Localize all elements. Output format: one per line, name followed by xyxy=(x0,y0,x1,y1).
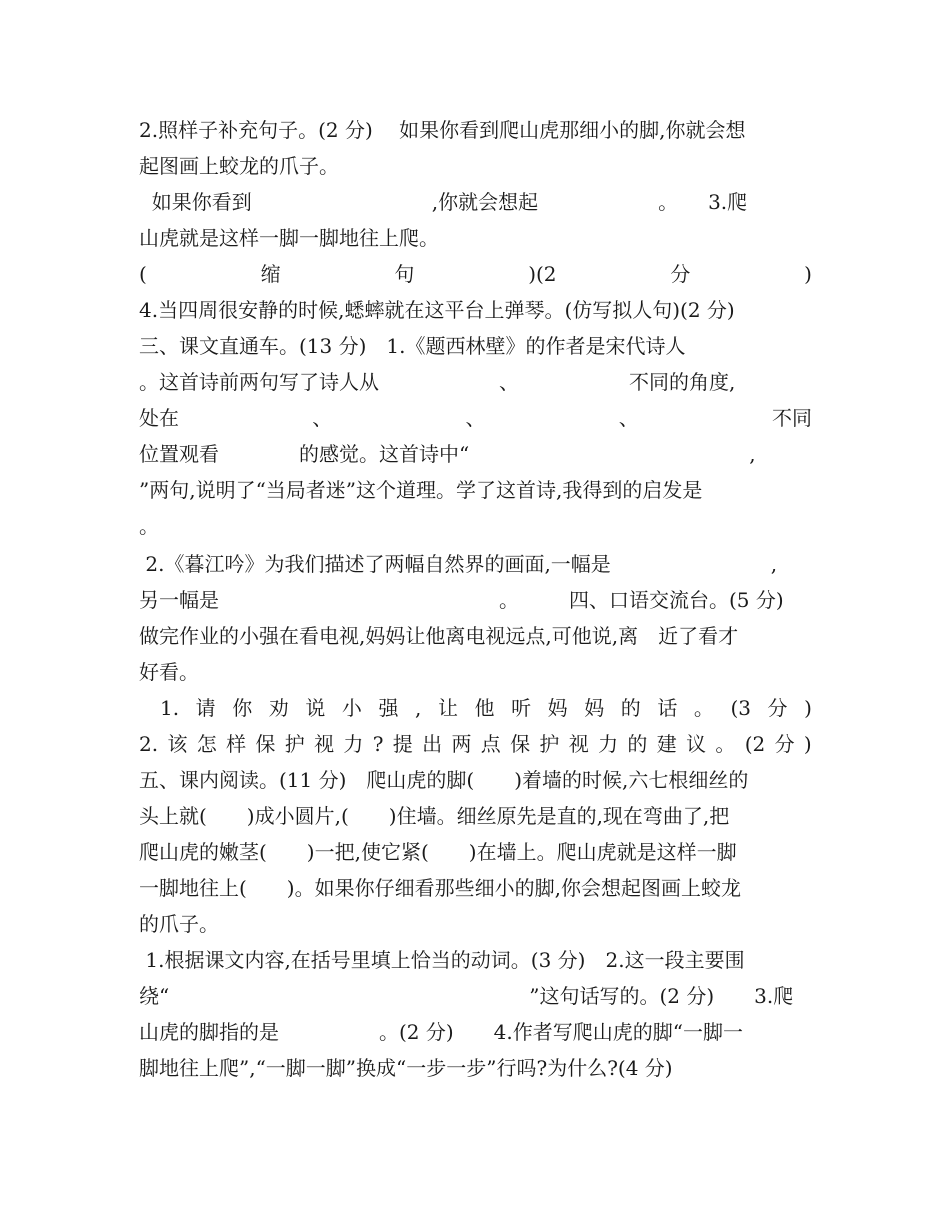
word: 听 xyxy=(511,696,532,720)
text-line: 2.照样子补充句子。(2 分) 如果你看到爬山虎那细小的脚,你就会想 xyxy=(139,118,746,142)
text-line: 的爪子。 xyxy=(139,912,219,936)
word: 说 xyxy=(305,696,326,720)
word: ) xyxy=(804,696,812,720)
word: 保 xyxy=(255,732,276,756)
text-line: 4.当四周很安静的时候,蟋蟀就在这平台上弹琴。(仿写拟人句)(2 分) xyxy=(139,298,735,322)
text-line: 绕“ ”这句话写的。(2 分) 3.爬 xyxy=(139,984,794,1008)
word: 的 xyxy=(620,696,641,720)
text-line: 五、课内阅读。(11 分) 爬山虎的脚( )着墙的时候,六七根细丝的 xyxy=(139,768,749,792)
word: 、 xyxy=(312,406,333,430)
word: 劝 xyxy=(268,696,289,720)
word: 请 xyxy=(195,696,216,720)
word: 建 xyxy=(656,732,677,756)
word: , xyxy=(415,696,422,720)
word: 分 xyxy=(774,732,795,756)
word: 保 xyxy=(510,732,531,756)
text-line: 。 xyxy=(139,514,159,538)
word: 妈 xyxy=(547,696,568,720)
word: 分 xyxy=(670,262,691,286)
word: 、 xyxy=(618,406,639,430)
text-line: 。这首诗前两句写了诗人从 、 不同的角度, xyxy=(139,370,736,394)
word: 点 xyxy=(480,732,501,756)
word: 护 xyxy=(284,732,305,756)
word: 句 xyxy=(394,262,415,286)
text-line: 三、课文直通车。(13 分) 1.《题西林壁》的作者是宋代诗人 xyxy=(139,334,686,358)
word: (2 xyxy=(744,732,766,756)
text-line-spread xyxy=(160,690,812,726)
text-line: 起图画上蛟龙的爪子。 xyxy=(139,154,339,178)
word: 话 xyxy=(657,696,678,720)
text-line: 位置观看 的感觉。这首诗中“ , xyxy=(139,442,756,466)
text-line-spread xyxy=(139,256,812,292)
text-line-spread xyxy=(139,726,812,762)
word: 议 xyxy=(686,732,707,756)
text-line-spread xyxy=(139,400,812,436)
word: 力 xyxy=(598,732,619,756)
word: 他 xyxy=(474,696,495,720)
text-line: 爬山虎的嫩茎( )一把,使它紧( )在墙上。爬山虎就是这样一脚 xyxy=(139,840,737,864)
word: 。 xyxy=(715,732,736,756)
word: (3 xyxy=(730,696,751,720)
word: 让 xyxy=(437,696,458,720)
word: 1. xyxy=(160,696,180,720)
text-line: 1.根据课文内容,在括号里填上恰当的动词。(3 分) 2.这一段主要围 xyxy=(139,948,745,972)
word: ) xyxy=(803,732,812,756)
word: 强 xyxy=(378,696,399,720)
text-line: 另一幅是 。 四、口语交流台。(5 分) xyxy=(139,588,784,612)
text-line: ”两句,说明了“当局者迷”这个道理。学了这首诗,我得到的启发是 xyxy=(139,478,703,502)
word: 该 xyxy=(167,732,188,756)
word: 出 xyxy=(422,732,443,756)
word: 、 xyxy=(465,406,486,430)
text-line: 山虎的脚指的是 。(2 分) 4.作者写爬山虎的脚“一脚一 xyxy=(139,1020,743,1044)
text-line: 做完作业的小强在看电视,妈妈让他离电视远点,可他说,离 近了看才 xyxy=(139,624,739,648)
word: 力 xyxy=(343,732,364,756)
text-line: 山虎就是这样一脚一脚地往上爬。 xyxy=(139,226,439,250)
text-line: 2.《暮江吟》为我们描述了两幅自然界的画面,一幅是 , xyxy=(139,552,778,576)
word: 怎 xyxy=(196,732,217,756)
word: 2. xyxy=(139,732,159,756)
text-line: 如果你看到 ,你就会想起 。 3.爬 xyxy=(139,190,748,214)
word: 处在 xyxy=(139,406,179,430)
word: 两 xyxy=(451,732,472,756)
word: 缩 xyxy=(260,262,281,286)
word: 分 xyxy=(767,696,788,720)
text-line: 好看。 xyxy=(139,660,199,684)
word: 。 xyxy=(693,696,714,720)
word: 视 xyxy=(314,732,335,756)
word: 视 xyxy=(568,732,589,756)
word: ) xyxy=(804,262,812,286)
text-line: 脚地往上爬”,“一脚一脚”换成“一步一步”行吗?为什么?(4 分) xyxy=(139,1056,673,1080)
word: 护 xyxy=(539,732,560,756)
word: 样 xyxy=(226,732,247,756)
text-line: 头上就( )成小圆片,( )住墙。细丝原先是直的,现在弯曲了,把 xyxy=(139,804,730,828)
word: ? xyxy=(372,732,384,756)
word: 小 xyxy=(341,696,362,720)
word: 提 xyxy=(392,732,413,756)
word: )(2 xyxy=(528,262,557,286)
text-line: 一脚地往上( )。如果你仔细看那些细小的脚,你会想起图画上蛟龙 xyxy=(139,876,741,900)
word: 你 xyxy=(232,696,253,720)
word: ( xyxy=(139,262,147,286)
word: 妈 xyxy=(584,696,605,720)
word: 不同 xyxy=(772,406,812,430)
word: 的 xyxy=(627,732,648,756)
